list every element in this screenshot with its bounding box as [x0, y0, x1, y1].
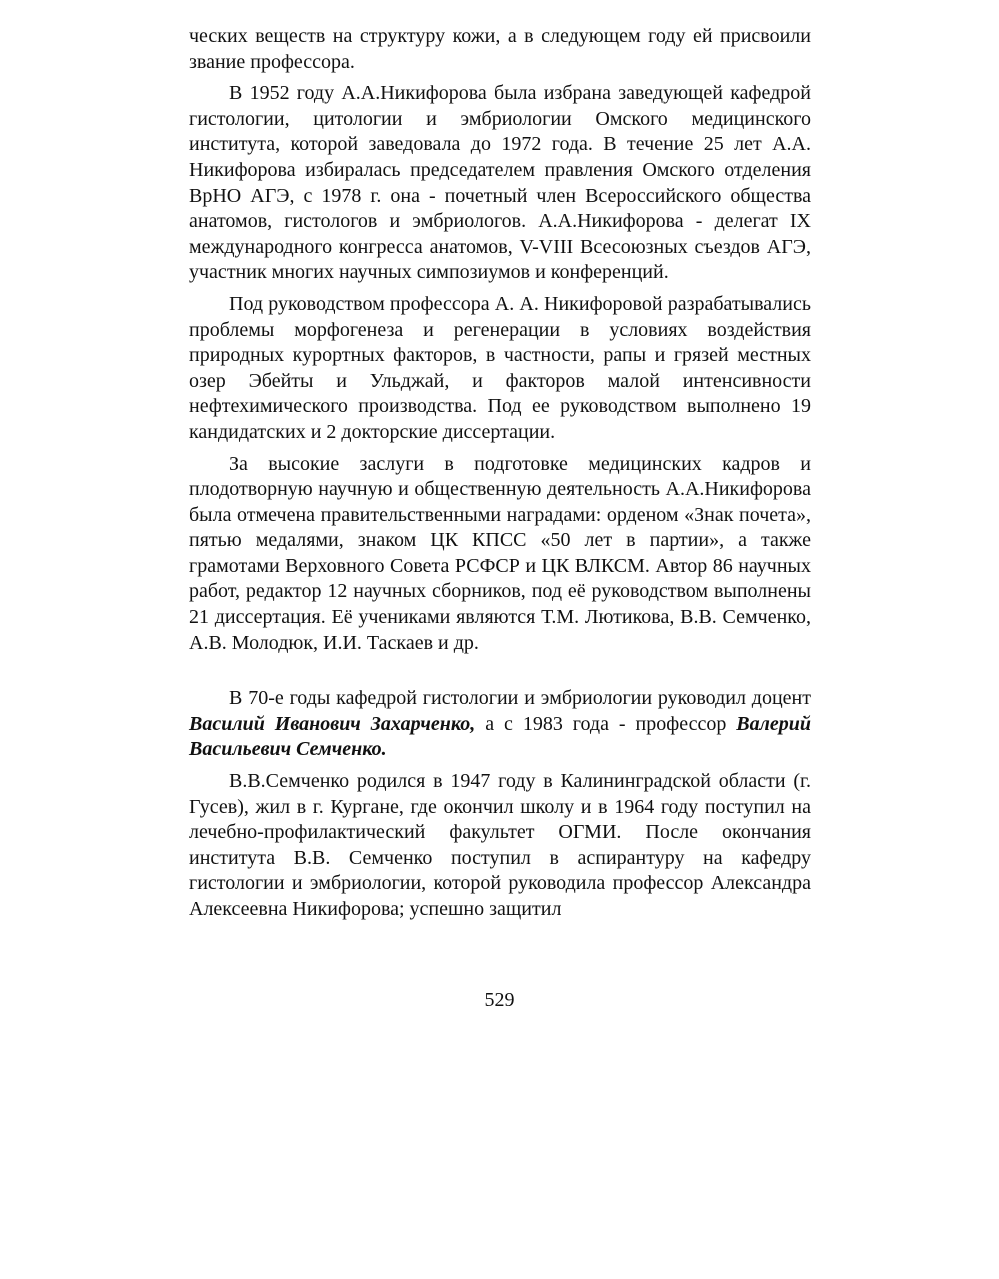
page-number: 529 — [484, 989, 515, 1011]
paragraph-5-text-middle: а с 1983 года - профессор — [475, 712, 737, 735]
person-name-semchenko: Валерий Васильевич Семченко. — [189, 712, 811, 761]
paragraph-3: Под руководством профессора А. А. Никифоровой разрабатывались проблемы морфогенеза и регенерации в условиях воздействия природных курортных факторов, в частности, рапы и грязей местных озер Эбейты и Ульджай, и факторов малой интенсивности нефтехимического производства. Под ее руководством выполнено 19 кандидатских и 2 докторские диссертации. — [189, 292, 811, 443]
page-text-block — [189, 24, 811, 923]
paragraph-2: В 1952 году А.А.Никифорова была избрана заведующей кафедрой гистологии, цитологии и эмбриологии Омского медицинского института, которой заведовала до 1972 года. В течение 25 лет А.А. Никифорова избиралась председателем правления Омского отделения ВрНО АГЭ, с 1978 г. она - почетный член Всероссийского общества анатомов, гистологов и эмбриологов. А.А.Никифорова - делегат IX международного конгресса анатомов, V-VIII Всесоюзных съездов АГЭ, участник многих научных симпозиумов и конференций. — [189, 82, 811, 284]
paragraph-4: За высокие заслуги в подготовке медицинских кадров и плодотворную научную и общественную деятельность А.А.Никифорова была отмечена правительственными наградами: орденом «Знак почета», пятью медалями, знаком ЦК КПСС «50 лет в партии», а также грамотами Верховного Совета РСФСР и ЦК ВЛКСМ. Автор 86 научных работ, редактор 12 научных сборников, под её руководством выполнены 21 диссертация. Её учениками являются Т.М. Лютикова, В.В. Семченко, А.В. Молодюк, И.И. Таскаев и др. — [189, 452, 811, 654]
paragraph-6: В.В.Семченко родился в 1947 году в Калининградской области (г. Гусев), жил в г. Кургане, где окончил школу и в 1964 году поступил на лечебно-профилактический факультет ОГМИ. После окончания института В.В. Семченко поступил в аспирантуру на кафедру гистологии и эмбриологии, которой руководила профессор Александра Алексеевна Никифорова; успешно защитил — [189, 770, 811, 920]
paragraph-5 — [189, 686, 811, 763]
paragraph-5-text-before: В 70-е годы кафедрой гистологии и эмбриологии руководил доцент — [229, 687, 811, 710]
person-name-zakharchenko: Василий Иванович Захарченко, — [189, 712, 476, 735]
paragraph-1: ческих веществ на структуру кожи, а в следующем году ей присвоили звание профессора. — [189, 25, 811, 73]
